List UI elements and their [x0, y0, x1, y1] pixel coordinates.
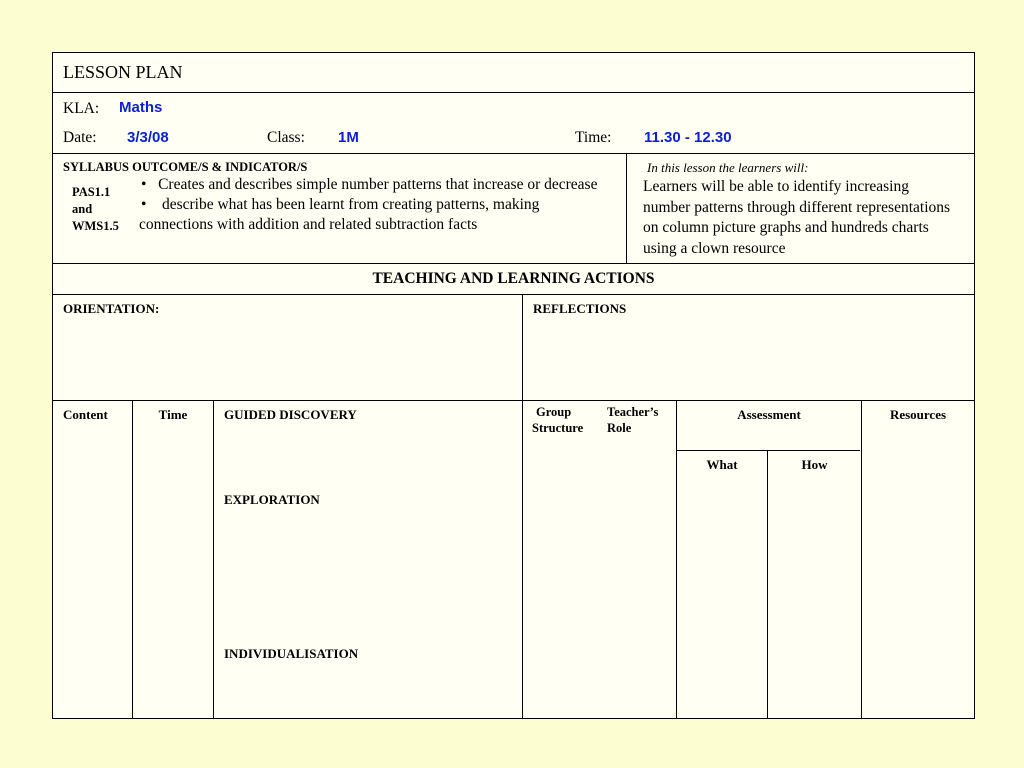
date-label: Date: — [63, 129, 97, 146]
divider — [53, 294, 974, 295]
list-item — [139, 195, 609, 235]
exploration-header: EXPLORATION — [224, 492, 320, 507]
class-value: 1M — [338, 129, 359, 146]
divider — [213, 400, 214, 718]
group-structure-header: Group — [536, 405, 572, 419]
bullet-icon: • — [141, 196, 147, 213]
teachers-role-header: Role — [607, 421, 632, 435]
divider — [132, 400, 133, 718]
syllabus-code: WMS1.5 — [72, 219, 119, 233]
list-item — [139, 175, 609, 195]
date-value: 3/3/08 — [127, 129, 169, 146]
divider — [53, 92, 974, 93]
time-header: Time — [158, 407, 188, 422]
bullet-icon: • — [141, 176, 147, 193]
time-value: 11.30 - 12.30 — [644, 129, 732, 146]
learners-text: Learners will be able to identify increasing number patterns through different representations on column picture graphs and hundreds charts using a clown resource — [643, 178, 951, 257]
guided-discovery-header: GUIDED DISCOVERY — [224, 407, 357, 422]
syllabus-code: PAS1.1 — [72, 185, 111, 199]
what-header: What — [706, 457, 738, 472]
divider — [626, 153, 627, 263]
divider — [522, 294, 523, 718]
resources-header: Resources — [889, 407, 947, 422]
syllabus-code: and — [72, 202, 93, 216]
orientation-label: ORIENTATION: — [63, 301, 160, 316]
bullet-text: describe what has been learnt from creating patterns, making connections with addition and related subtraction facts — [139, 196, 540, 233]
syllabus-heading: SYLLABUS OUTCOME/S & INDICATOR/S — [63, 160, 308, 174]
divider — [767, 450, 768, 718]
lesson-plan-table — [52, 52, 975, 719]
divider — [676, 400, 677, 718]
teaching-heading: TEACHING AND LEARNING ACTIONS — [372, 270, 655, 287]
page-title: LESSON PLAN — [63, 62, 183, 82]
teachers-role-header: Teacher’s — [607, 405, 659, 419]
divider — [861, 400, 862, 718]
assessment-header: Assessment — [737, 407, 801, 422]
kla-label: KLA: — [63, 100, 100, 117]
syllabus-bullet-list — [139, 175, 609, 235]
divider — [53, 263, 974, 264]
reflections-label: REFLECTIONS — [533, 301, 627, 316]
kla-value: Maths — [119, 99, 163, 116]
divider — [676, 450, 860, 451]
class-label: Class: — [267, 129, 305, 146]
divider — [53, 153, 974, 154]
how-header: How — [801, 457, 828, 472]
divider — [53, 400, 974, 401]
individualisation-header: INDIVIDUALISATION — [224, 646, 359, 661]
content-header: Content — [63, 407, 108, 422]
time-label: Time: — [575, 129, 612, 146]
bullet-text: Creates and describes simple number patterns that increase or decrease — [158, 176, 598, 193]
group-structure-header: Structure — [532, 421, 584, 435]
learners-intro: In this lesson the learners will: — [647, 160, 809, 175]
